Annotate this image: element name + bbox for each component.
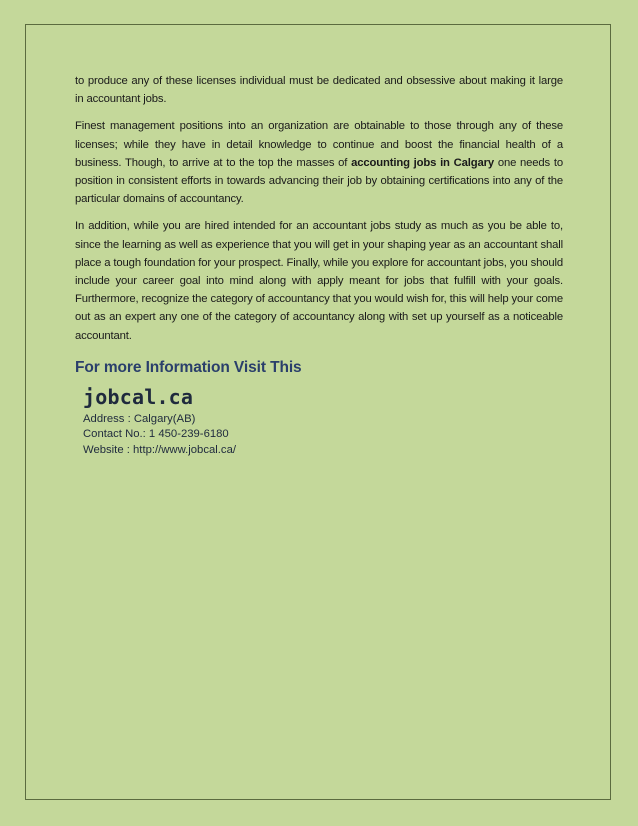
website-line[interactable]: Website : http://www.jobcal.ca/ [83, 443, 236, 456]
phone-line: Contact No.: 1 450-239-6180 [83, 428, 229, 441]
paragraph-text: Finest management positions into an organization are obtainable to those through any of these licenses; while they have in detail knowledge to continue and boost the financial health of a business. Though, to arrive at to the top the masses of [75, 120, 563, 169]
paragraph-text: one needs to position in consistent efforts in towards advancing their job by obtaining certifications into any of the particular domains of accountancy. [75, 156, 563, 206]
paragraph-text: to produce any of these licenses individual must be dedicated and obsessive about making it large in accountant jobs. [75, 75, 563, 106]
paragraph-management [75, 117, 563, 208]
contact-block [83, 385, 563, 459]
address-line: Address : Calgary(AB) [83, 412, 196, 425]
document-body [75, 72, 563, 458]
section-heading: For more Information Visit This [75, 358, 302, 376]
brand-name: jobcal.ca [83, 384, 194, 409]
accounting-jobs-link[interactable]: accounting jobs in Calgary [351, 156, 495, 169]
paragraph-licenses [75, 72, 563, 108]
paragraph-addition [75, 217, 563, 344]
paragraph-text: In addition, while you are hired intended for an accountant jobs study as much as you be able to, since the learning as well as experience that you will get in your shaping year as an accountant shall place a tough foundation for your prospect. Finally, while you explore for accountant jobs, you should include your career goal into mind along with apply meant for jobs that fulfill with your goals. Furthermore, recognize the category of accountancy that you would wish for, this will help your come out as an expert any one of the category of accountancy along with set up yourself as a noticeable accountant. [75, 220, 563, 342]
